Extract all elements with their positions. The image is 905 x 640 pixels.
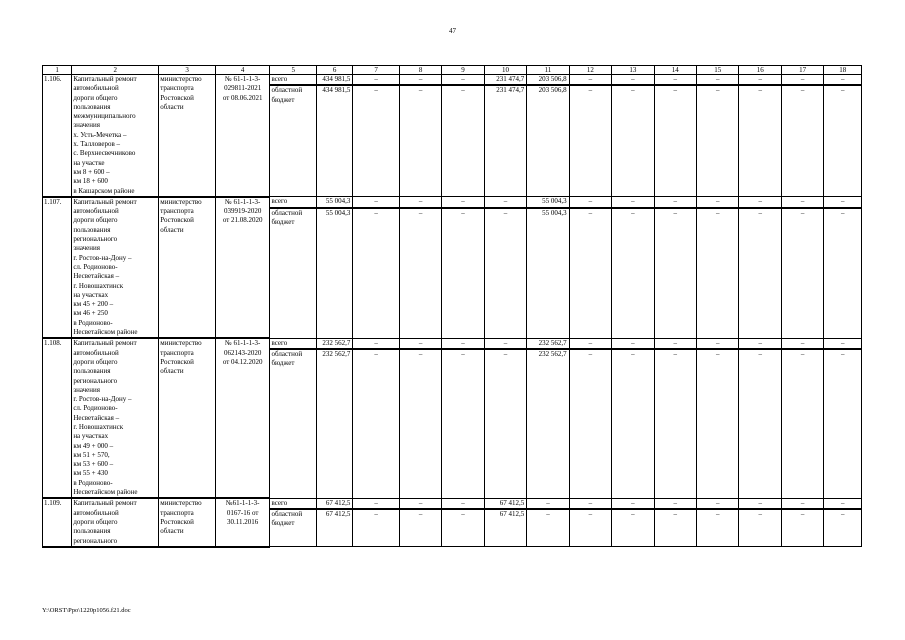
amount-cell: –: [697, 338, 739, 349]
amount-cell: –: [781, 197, 823, 208]
amount-cell: –: [824, 208, 862, 339]
amount-cell: –: [527, 498, 569, 509]
amount-cell: –: [612, 349, 654, 498]
amount-cell: –: [654, 349, 696, 498]
amount-cell: –: [353, 197, 400, 208]
amount-cell: 232 562,7: [316, 338, 352, 349]
amount-cell: –: [739, 498, 781, 509]
amount-cell: –: [484, 338, 526, 349]
amount-cell: –: [739, 349, 781, 498]
amount-cell: –: [612, 208, 654, 339]
amount-cell: –: [399, 498, 441, 509]
amount-cell: 55 004,3: [316, 197, 352, 208]
column-number: 9: [442, 66, 484, 75]
amount-cell: 231 474,7: [484, 75, 526, 86]
amount-cell: 55 004,3: [527, 197, 569, 208]
amount-cell: –: [612, 509, 654, 547]
amount-cell: –: [353, 498, 400, 509]
amount-cell: –: [527, 509, 569, 547]
entry-expertise-doc: № 61-1-1-3- 029811-2021 от 08.06.2021: [215, 75, 270, 197]
amount-cell: –: [739, 509, 781, 547]
amount-cell: –: [353, 349, 400, 498]
amount-cell: –: [399, 208, 441, 339]
amount-cell: –: [697, 509, 739, 547]
amount-cell: –: [442, 498, 484, 509]
amount-cell: –: [399, 85, 441, 197]
amount-cell: –: [739, 338, 781, 349]
amount-cell: –: [612, 75, 654, 86]
amount-cell: –: [442, 509, 484, 547]
amount-cell: –: [569, 349, 611, 498]
entry-number: 1.107.: [43, 197, 72, 338]
amount-cell: –: [353, 338, 400, 349]
amount-cell: –: [781, 509, 823, 547]
amount-cell: –: [612, 85, 654, 197]
entry-ministry: министерство транспорта Ростовской области: [159, 338, 216, 498]
amount-cell: –: [442, 338, 484, 349]
column-number: 8: [399, 66, 441, 75]
amount-cell: –: [353, 509, 400, 547]
amount-cell: 67 412,5: [316, 509, 352, 547]
entry-total-row: [43, 498, 862, 509]
amount-cell: –: [442, 208, 484, 339]
amount-cell: –: [739, 197, 781, 208]
amount-cell: –: [654, 208, 696, 339]
entry-description: Капитальный ремонт автомобильной дороги общего пользования регионального значения г. Ростов-на-Дону – сл. Родионово- Несветайская – г. Новошахтинск на участках км 49 + 000 – км 51 + 570, км 53 + 600 – км 55 + 430 в Родионово- Несветайском районе: [72, 338, 159, 498]
amount-cell: 67 412,5: [484, 498, 526, 509]
entry-number: 1.108.: [43, 338, 72, 498]
amount-cell: –: [353, 85, 400, 197]
amount-cell: –: [697, 197, 739, 208]
amount-cell: –: [569, 75, 611, 86]
column-number: 14: [654, 66, 696, 75]
column-number: 16: [739, 66, 781, 75]
amount-cell: –: [781, 498, 823, 509]
entry-expertise-doc: №61-1-1-3- 0167-16 от 30.11.2016: [215, 498, 270, 546]
amount-cell: –: [442, 349, 484, 498]
funding-source: областной бюджет: [270, 208, 317, 339]
amount-cell: –: [697, 75, 739, 86]
amount-cell: –: [824, 197, 862, 208]
amount-cell: –: [612, 197, 654, 208]
funding-source: областной бюджет: [270, 509, 317, 547]
amount-cell: –: [824, 85, 862, 197]
amount-cell: –: [739, 85, 781, 197]
amount-cell: 67 412,5: [316, 498, 352, 509]
entry-expertise-doc: № 61-1-1-3- 039919-2020 от 21.08.2020: [215, 197, 270, 338]
amount-cell: –: [824, 338, 862, 349]
column-number: 12: [569, 66, 611, 75]
entry-ministry: министерство транспорта Ростовской области: [159, 498, 216, 546]
amount-cell: –: [399, 75, 441, 86]
amount-cell: 203 506,8: [527, 85, 569, 197]
column-number-row: [43, 66, 862, 75]
page-number: 47: [449, 27, 456, 35]
entry-ministry: министерство транспорта Ростовской области: [159, 197, 216, 338]
amount-cell: –: [739, 75, 781, 86]
funding-source: всего: [270, 498, 317, 509]
entry-total-row: [43, 197, 862, 208]
column-number: 11: [527, 66, 569, 75]
column-number: 15: [697, 66, 739, 75]
column-number: 6: [316, 66, 352, 75]
program-table: [42, 65, 862, 548]
amount-cell: –: [399, 338, 441, 349]
amount-cell: –: [739, 208, 781, 339]
amount-cell: –: [654, 75, 696, 86]
funding-source: всего: [270, 338, 317, 349]
amount-cell: 232 562,7: [316, 349, 352, 498]
amount-cell: –: [781, 208, 823, 339]
funding-source: областной бюджет: [270, 349, 317, 498]
entry-number: 1.106.: [43, 75, 72, 197]
amount-cell: –: [697, 349, 739, 498]
amount-cell: –: [399, 509, 441, 547]
amount-cell: –: [442, 75, 484, 86]
funding-source: всего: [270, 197, 317, 208]
amount-cell: –: [697, 498, 739, 509]
amount-cell: –: [569, 85, 611, 197]
entry-expertise-doc: № 61-1-1-3- 062143-2020 от 04.12.2020: [215, 338, 270, 498]
entry-description: Капитальный ремонт автомобильной дороги общего пользования межмуниципального значения х. Усть-Мечетка – х. Талловеров – с. Верхнесвечниково на участке км 8 + 600 – км 18 + 600 в Кашарском районе: [72, 75, 159, 197]
amount-cell: –: [697, 208, 739, 339]
amount-cell: –: [484, 208, 526, 339]
amount-cell: –: [399, 197, 441, 208]
amount-cell: –: [654, 197, 696, 208]
column-number: 2: [72, 66, 159, 75]
amount-cell: 203 506,8: [527, 75, 569, 86]
amount-cell: –: [353, 208, 400, 339]
amount-cell: –: [824, 75, 862, 86]
amount-cell: 67 412,5: [484, 509, 526, 547]
amount-cell: –: [654, 85, 696, 197]
column-number: 7: [353, 66, 400, 75]
amount-cell: 434 981,5: [316, 75, 352, 86]
amount-cell: –: [442, 85, 484, 197]
column-number: 5: [270, 66, 317, 75]
funding-source: всего: [270, 75, 317, 86]
column-number: 18: [824, 66, 862, 75]
entry-total-row: [43, 338, 862, 349]
entry-description: Капитальный ремонт автомобильной дороги общего пользования регионального значения г. Ростов-на-Дону – сл. Родионово- Несветайская – г. Новошахтинск на участках км 45 + 200 – км 46 + 250 в Родионово- Несветайском районе: [72, 197, 159, 338]
amount-cell: –: [781, 338, 823, 349]
column-number: 1: [43, 66, 72, 75]
amount-cell: –: [399, 349, 441, 498]
column-number: 4: [215, 66, 270, 75]
amount-cell: –: [569, 509, 611, 547]
amount-cell: –: [612, 498, 654, 509]
amount-cell: –: [781, 75, 823, 86]
entry-number: 1.109.: [43, 498, 72, 546]
amount-cell: –: [697, 85, 739, 197]
amount-cell: –: [353, 75, 400, 86]
amount-cell: –: [569, 197, 611, 208]
amount-cell: –: [569, 498, 611, 509]
column-number: 3: [159, 66, 216, 75]
amount-cell: –: [484, 349, 526, 498]
amount-cell: –: [824, 509, 862, 547]
column-number: 17: [781, 66, 823, 75]
amount-cell: –: [654, 498, 696, 509]
amount-cell: –: [824, 498, 862, 509]
column-number: 10: [484, 66, 526, 75]
amount-cell: –: [442, 197, 484, 208]
amount-cell: –: [569, 208, 611, 339]
amount-cell: –: [484, 197, 526, 208]
amount-cell: 55 004,3: [316, 208, 352, 339]
amount-cell: 232 562,7: [527, 349, 569, 498]
entry-ministry: министерство транспорта Ростовской области: [159, 75, 216, 197]
amount-cell: –: [781, 85, 823, 197]
column-number: 13: [612, 66, 654, 75]
amount-cell: –: [654, 509, 696, 547]
file-path-footer: Y:\ORST\Ppo\1220p1056.f21.doc: [42, 607, 131, 614]
amount-cell: 434 981,5: [316, 85, 352, 197]
entry-total-row: [43, 75, 862, 86]
amount-cell: –: [569, 338, 611, 349]
amount-cell: –: [654, 338, 696, 349]
amount-cell: 232 562,7: [527, 338, 569, 349]
amount-cell: 55 004,3: [527, 208, 569, 339]
entry-description: Капитальный ремонт автомобильной дороги общего пользования регионального: [72, 498, 159, 546]
amount-cell: –: [781, 349, 823, 498]
amount-cell: –: [824, 349, 862, 498]
amount-cell: 231 474,7: [484, 85, 526, 197]
funding-source: областной бюджет: [270, 85, 317, 197]
amount-cell: –: [612, 338, 654, 349]
